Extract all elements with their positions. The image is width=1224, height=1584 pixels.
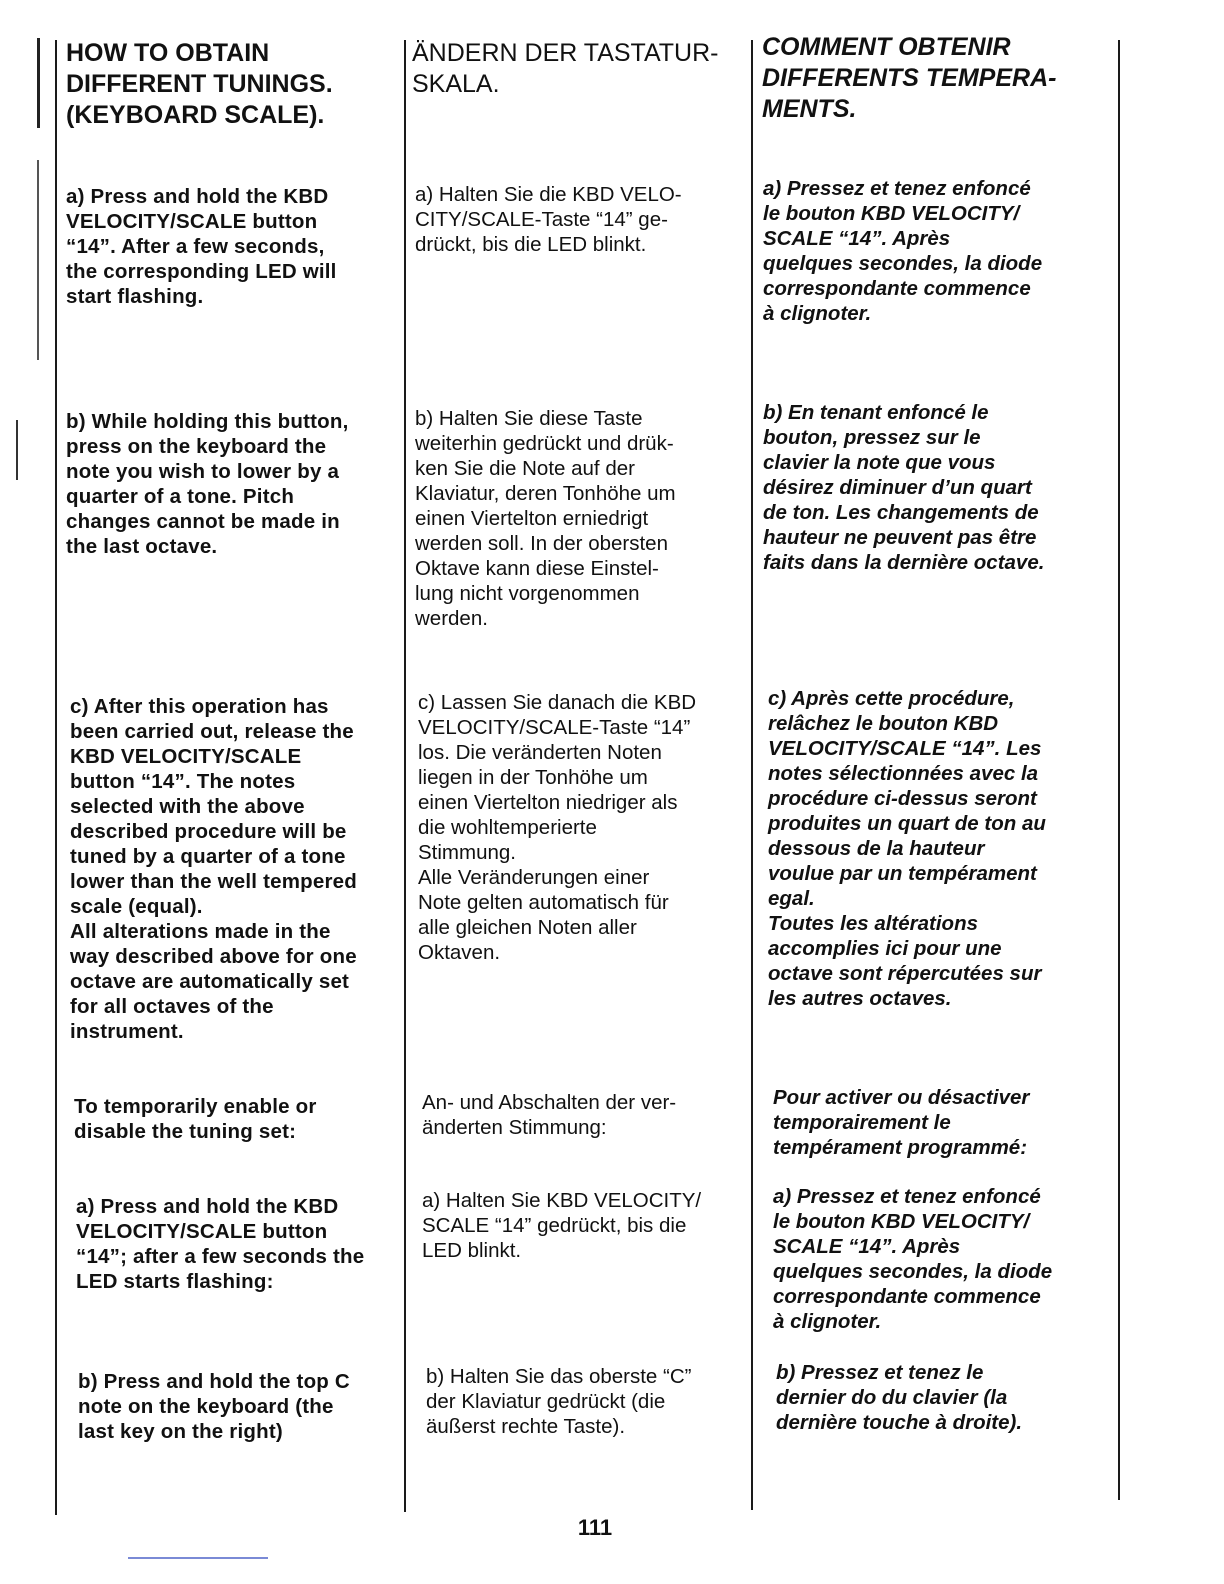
de-toggle-step-a: a) Halten Sie KBD VELOCITY/ SCALE “14” gedrückt, bis die LED blinkt. bbox=[422, 1189, 702, 1262]
de-step-c: c) Lassen Sie danach die KBD VELOCITY/SCALE-Taste “14” los. Die veränderten Noten liegen in der Tonhöhe um einen Viertelton niedriger als die wohltemperierte Stimmung. Alle Veränderungen einer Note gelten automatisch für alle gleichen Noten aller Oktaven. bbox=[418, 691, 697, 964]
fr-step-a: a) Pressez et tenez enfoncé le bouton KBD VELOCITY/ SCALE “14”. Après quelques secondes, la diode correspondante commence à clignoter. bbox=[763, 177, 1043, 325]
en-toggle-step-b: b) Press and hold the top C note on the keyboard (the last key on the right) bbox=[78, 1370, 350, 1443]
fr-toggle-step-a: a) Pressez et tenez enfoncé le bouton KBD VELOCITY/ SCALE “14”. Après quelques secondes, la diode correspondante commence à clignoter. bbox=[773, 1185, 1053, 1333]
fr-toggle-intro: Pour activer ou désactiver temporairement le tempérament programmé: bbox=[773, 1086, 1030, 1159]
de-toggle-step-b: b) Halten Sie das oberste “C” der Klaviatur gedrückt (die äußerst rechte Taste). bbox=[426, 1365, 692, 1438]
heading-german: ÄNDERN DER TASTATUR- SKALA. bbox=[412, 39, 719, 98]
fr-toggle-step-b: b) Pressez et tenez le dernier do du clavier (la dernière touche à droite). bbox=[776, 1361, 1023, 1434]
en-toggle-intro: To temporarily enable or disable the tuning set: bbox=[74, 1095, 317, 1143]
en-toggle-step-a: a) Press and hold the KBD VELOCITY/SCALE button “14”; after a few seconds the LED starts flashing: bbox=[76, 1195, 365, 1293]
de-toggle-intro: An- und Abschalten der ver- änderten Stimmung: bbox=[422, 1091, 677, 1139]
de-step-a: a) Halten Sie die KBD VELO- CITY/SCALE-Taste “14” ge- drückt, bis die LED blinkt. bbox=[415, 183, 682, 256]
scan-margin-mark bbox=[37, 160, 39, 360]
scan-margin-mark bbox=[16, 420, 18, 480]
column-rule-left bbox=[55, 40, 57, 1515]
fr-step-c: c) Après cette procédure, relâchez le bouton KBD VELOCITY/SCALE “14”. Les notes sélectionnées avec la procédure ci-dessus seront produites un quart de ton au dessous de la hauteur voulue par un tempérament egal. Toutes les altérations accomplies ici pour une octave sont répercutées sur les autres octaves. bbox=[768, 687, 1046, 1010]
en-step-b: b) While holding this button, press on the keyboard the note you wish to lower by a quarter of a tone. Pitch changes cannot be made in the last octave. bbox=[66, 410, 349, 558]
column-rule-2 bbox=[751, 40, 753, 1510]
scan-footer-line bbox=[128, 1557, 268, 1559]
fr-step-b: b) En tenant enfoncé le bouton, pressez sur le clavier la note que vous désirez diminuer d’un quart de ton. Les changements de hauteur ne peuvent pas être faits dans la dernière octave. bbox=[763, 401, 1045, 574]
page-number: 111 bbox=[577, 1515, 613, 1540]
heading-english: HOW TO OBTAIN DIFFERENT TUNINGS. (KEYBOARD SCALE). bbox=[66, 39, 333, 129]
en-step-c: c) After this operation has been carried out, release the KBD VELOCITY/SCALE button “14”. The notes selected with the above described procedure will be tuned by a quarter of a tone lower than the well tempered scale (equal). All alterations made in the way described above for one octave are automatically set for all octaves of the instrument. bbox=[70, 695, 357, 1043]
heading-french: COMMENT OBTENIR DIFFERENTS TEMPERA- MENTS. bbox=[762, 33, 1057, 123]
de-step-b: b) Halten Sie diese Taste weiterhin gedrückt und drük- ken Sie die Note auf der Klaviatur, deren Tonhöhe um einen Viertelton erniedrigt werden soll. In der obersten Oktave kann diese Einstel- lung nicht vorgenommen werden. bbox=[415, 407, 676, 630]
en-step-a: a) Press and hold the KBD VELOCITY/SCALE button “14”. After a few seconds, the corresponding LED will start flashing. bbox=[66, 185, 337, 308]
scan-margin-mark bbox=[37, 38, 40, 128]
